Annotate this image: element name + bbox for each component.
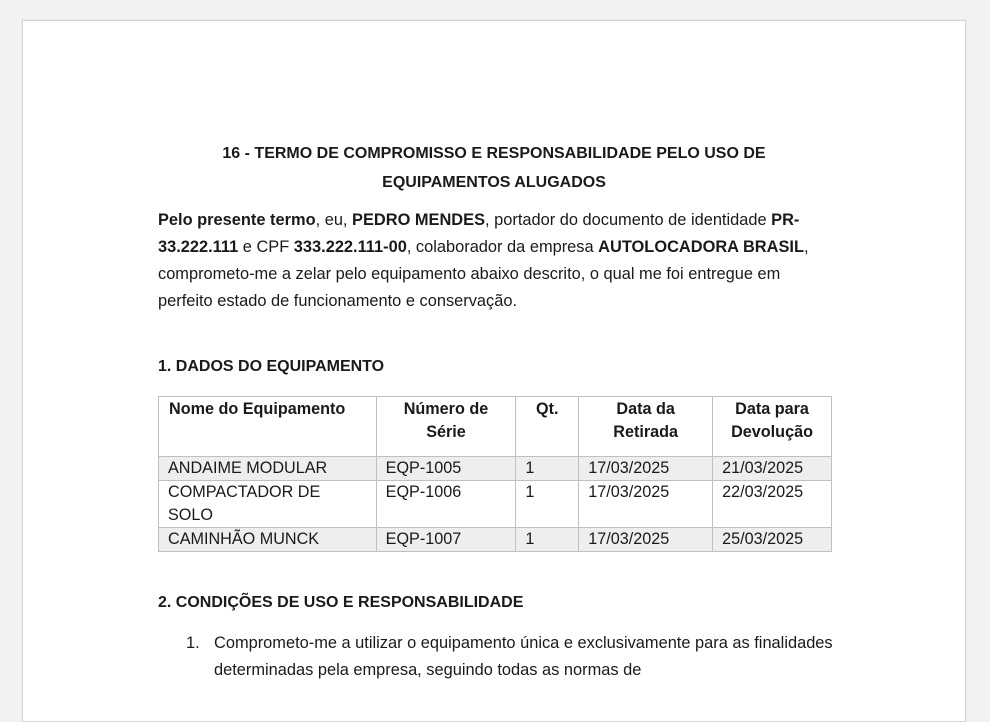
- table-row: [159, 481, 832, 528]
- table-cell: 22/03/2025: [713, 481, 832, 528]
- intro-text-2: , portador do documento de identidade: [485, 211, 772, 229]
- intro-text-4: , colaborador da empresa: [406, 238, 599, 256]
- column-header: Data da Retirada: [579, 397, 713, 457]
- table-cell: 1: [516, 528, 579, 552]
- section-heading-equipment: 1. DADOS DO EQUIPAMENTO: [158, 358, 385, 375]
- column-header: Data para Devolução: [713, 397, 832, 457]
- intro-paragraph: [158, 207, 830, 315]
- equipment-table: [158, 396, 832, 552]
- intro-text-5: , comprometo-me a zelar pelo equipamento abaixo descrito, o qual me foi entregue em perfeito estado de funcionamento e conservação.: [158, 238, 809, 310]
- table-cell: CAMINHÃO MUNCK: [159, 528, 377, 552]
- table-cell: EQP-1007: [376, 528, 516, 552]
- intro-bold-term: Pelo presente termo: [158, 211, 316, 229]
- list-item-text: Comprometo-me a utilizar o equipamento única e exclusivamente para as finalidades determinadas pela empresa, seguindo todas as normas de: [214, 634, 833, 679]
- intro-company-name: AUTOLOCADORA BRASIL: [598, 238, 804, 256]
- table-header-row: [159, 397, 832, 457]
- table-cell: COMPACTADOR DE SOLO: [159, 481, 377, 528]
- intro-text-1: , eu,: [315, 211, 353, 229]
- section-heading-conditions: 2. CONDIÇÕES DE USO E RESPONSABILIDADE: [158, 594, 524, 611]
- table-row: [159, 457, 832, 481]
- table-cell: EQP-1006: [376, 481, 516, 528]
- intro-text-3: e CPF: [238, 238, 294, 256]
- column-header: Qt.: [516, 397, 579, 457]
- table-cell: ANDAIME MODULAR: [159, 457, 377, 481]
- document-title: 16 - TERMO DE COMPROMISSO E RESPONSABILIDADE PELO USO DE EQUIPAMENTOS ALUGADOS: [222, 145, 766, 191]
- table-cell: 25/03/2025: [713, 528, 832, 552]
- table-cell: EQP-1005: [376, 457, 516, 481]
- table-cell: 1: [516, 481, 579, 528]
- table-cell: 1: [516, 457, 579, 481]
- column-header: Nome do Equipamento: [159, 397, 377, 457]
- table-cell: 17/03/2025: [579, 457, 713, 481]
- intro-employee-name: PEDRO MENDES: [352, 211, 486, 229]
- table-row: [159, 528, 832, 552]
- table-cell: 17/03/2025: [579, 528, 713, 552]
- list-item-number: 1.: [186, 634, 200, 652]
- document-page: [22, 20, 966, 722]
- table-cell: 17/03/2025: [579, 481, 713, 528]
- intro-cpf-number: 333.222.111-00: [293, 238, 407, 256]
- intro-id-number: PR-33.222.111: [158, 211, 800, 256]
- table-cell: 21/03/2025: [713, 457, 832, 481]
- column-header: Número de Série: [376, 397, 516, 457]
